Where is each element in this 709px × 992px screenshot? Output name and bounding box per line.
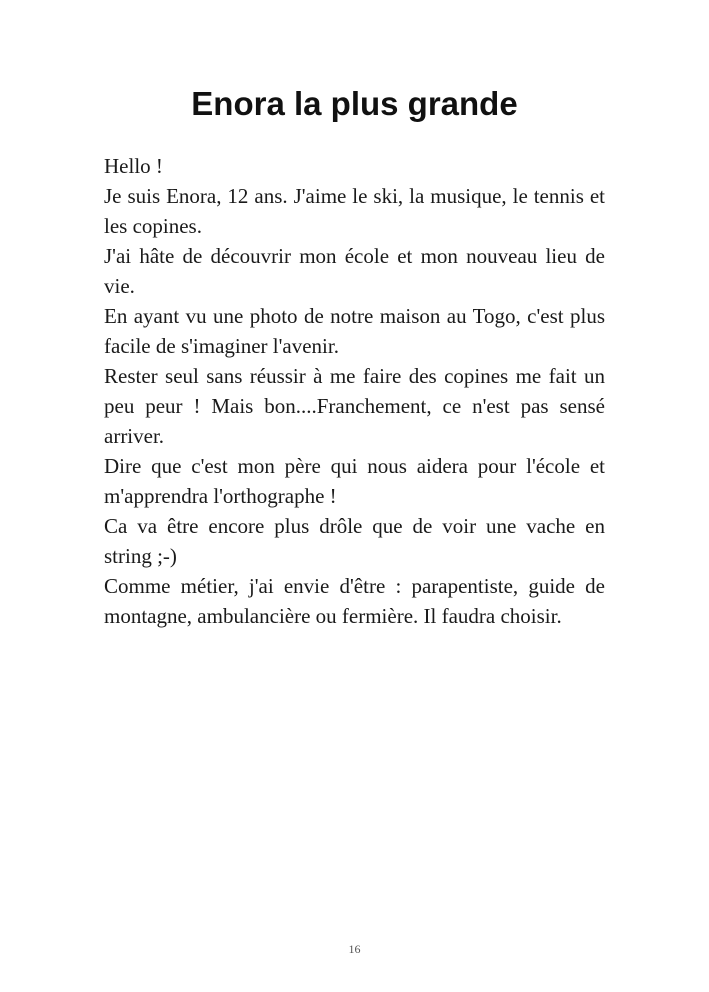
paragraph: Je suis Enora, 12 ans. J'aime le ski, la musique, le tennis et les copines. — [104, 184, 605, 238]
page-number: 16 — [348, 942, 361, 956]
paragraph: J'ai hâte de découvrir mon école et mon nouveau lieu de vie. — [104, 244, 605, 298]
paragraph: Dire que c'est mon père qui nous aidera pour l'école et m'apprendra l'orthographe ! — [104, 454, 605, 508]
paragraph: Hello ! — [104, 154, 163, 178]
paragraph: En ayant vu une photo de notre maison au Togo, c'est plus facile de s'imaginer l'avenir. — [104, 304, 605, 358]
paragraph: Comme métier, j'ai envie d'être : parapentiste, guide de montagne, ambulancière ou fermière. Il faudra choisir. — [104, 574, 605, 628]
page-title: Enora la plus grande — [191, 85, 518, 122]
body-text — [104, 151, 605, 631]
paragraph: Ca va être encore plus drôle que de voir une vache en string ;-) — [104, 514, 605, 568]
paragraph: Rester seul sans réussir à me faire des copines me fait un peu peur ! Mais bon....Franchement, ce n'est pas sensé arriver. — [104, 364, 605, 448]
